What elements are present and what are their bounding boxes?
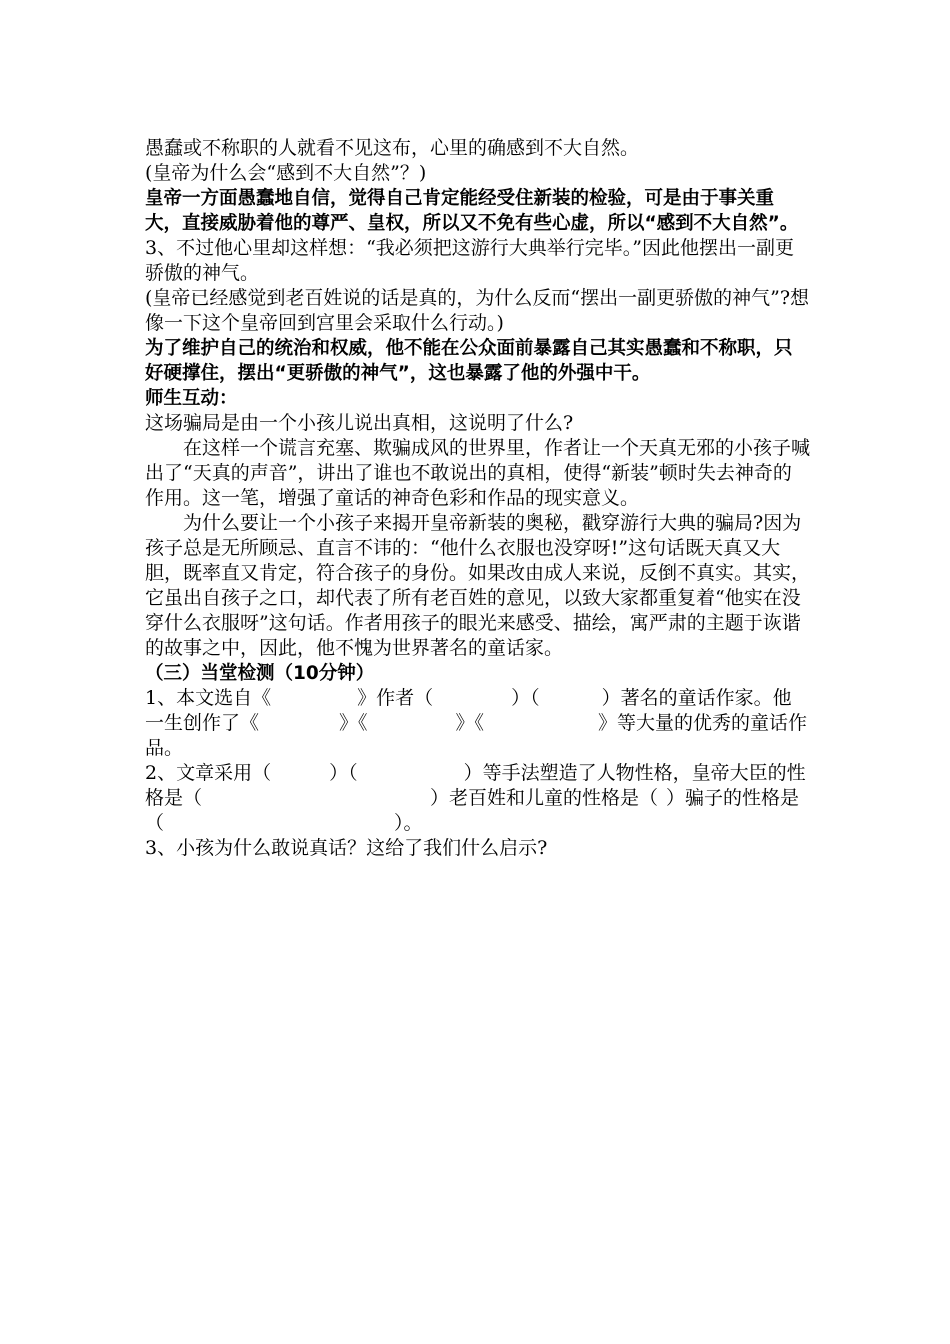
- question-prompt-2: (皇帝已经感觉到老百姓说的话是真的，为什么反而“摆出一副更骄傲的神气”?想像一下这个皇帝回到宫里会采取什么行动。): [145, 287, 810, 334]
- interaction-question: 这场骗局是由一个小孩儿说出真相，这说明了什么?: [145, 412, 574, 434]
- section-heading-test: （三）当堂检测（10分钟）: [145, 663, 375, 684]
- section-heading-interaction: 师生互动：: [145, 388, 238, 409]
- test-question-1: 1、本文选自《 》作者（ ）（ ）著名的童话作家。他一生创作了《 》《 》《 》等大量的优秀的童话作品。: [145, 687, 808, 759]
- test-question-2: 2、文章采用（ ）（ ）等手法塑造了人物性格，皇帝大臣的性格是（ ）老百姓和儿童的性格是（ ）骗子的性格是（ ）。: [145, 762, 806, 834]
- question-prompt-1: (皇帝为什么会“感到不大自然”？): [145, 162, 427, 184]
- document-body: [145, 136, 810, 861]
- paragraph-1: 愚蠢或不称职的人就看不见这布，心里的确感到不大自然。: [145, 137, 640, 159]
- test-question-3: 3、小孩为什么敢说真话？这给了我们什么启示?: [145, 837, 548, 859]
- interaction-answer-2: 为什么要让一个小孩子来揭开皇帝新装的奥秘，戳穿游行大典的骗局?因为孩子总是无所顾忌、直言不讳的：“他什么衣服也没穿呀!”这句话既天真又大胆，既率直又肯定，符合孩子的身份。如果改由成人来说，反倒不真实。其实，它虽出自孩子之口，却代表了所有老百姓的意见，以致大家都重复着“他实在没穿什么衣服呀”这句话。作者用孩子的眼光来感受、描绘，寓严肃的主题于诙谐的故事之中，因此，他不愧为世界著名的童话家。: [145, 512, 811, 659]
- answer-1: 皇帝一方面愚蠢地自信，觉得自己肯定能经受住新装的检验，可是由于事关重大，直接威胁着他的尊严、皇权，所以又不免有些心虚，所以“感到不大自然”。: [145, 188, 799, 234]
- paragraph-3: 3、不过他心里却这样想：“我必须把这游行大典举行完毕。”因此他摆出一副更骄傲的神气。: [145, 237, 795, 284]
- answer-2: 为了维护自己的统治和权威，他不能在公众面前暴露自己其实愚蠢和不称职，只好硬撑住，摆出“更骄傲的神气”，这也暴露了他的外强中干。: [145, 338, 793, 384]
- interaction-answer-1: 在这样一个谎言充塞、欺骗成风的世界里，作者让一个天真无邪的小孩子喊出了“天真的声音”，讲出了谁也不敢说出的真相，使得“新装”顿时失去神奇的作用。这一笔，增强了童话的神奇色彩和作品的现实意义。: [145, 437, 811, 509]
